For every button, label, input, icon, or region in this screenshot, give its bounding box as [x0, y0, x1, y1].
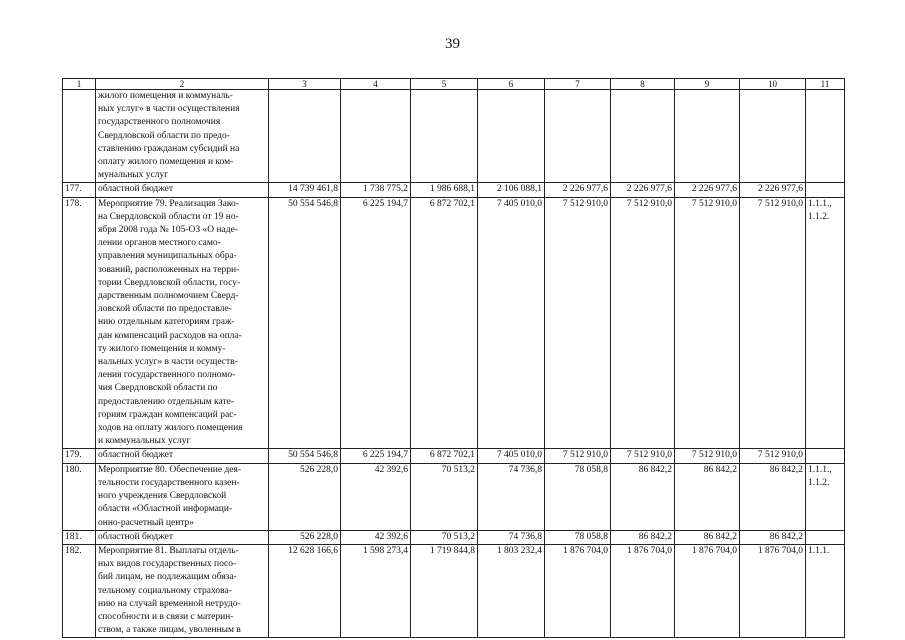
- column-header: 1: [63, 79, 96, 90]
- table-row: [63, 544, 845, 637]
- column-header: 2: [96, 79, 269, 90]
- col8-value: 86 842,2: [611, 530, 675, 544]
- col5-value: 70 513,2: [411, 530, 478, 544]
- col4-value: 6 225 194,7: [341, 449, 411, 463]
- col6-value: 74 736,8: [478, 530, 545, 544]
- col4-value: 1 738 775,2: [341, 183, 411, 197]
- col10-value: 7 512 910,0: [740, 197, 806, 449]
- row-number: 180.: [63, 463, 96, 530]
- col10-value: 7 512 910,0: [740, 449, 806, 463]
- table-row: [63, 530, 845, 544]
- col5-value: 1 719 844,8: [411, 544, 478, 637]
- row-description: жилого помещения и коммуналь- ных услуг» в части осуществления государственного полномочия Свердловской области по предо- ставлению гражданам субсидий на оплату жилого помещения и ком- мунальных услуг: [96, 90, 269, 183]
- col9-value: 86 842,2: [675, 530, 740, 544]
- col8-value: 7 512 910,0: [611, 449, 675, 463]
- col9-value: [675, 90, 740, 183]
- table-row: [63, 183, 845, 197]
- col6-value: 1 803 232,4: [478, 544, 545, 637]
- col9-value: 86 842,2: [675, 463, 740, 530]
- column-header: 6: [478, 79, 545, 90]
- col3-value: [269, 90, 341, 183]
- row-description: Мероприятие 79. Реализация Зако- на Свердловской области от 19 но- ября 2008 года № 105-ОЗ «О наде- лении органов местного само- управления муниципальных обра- зований, расположенных на терри- тории Свердловской области, госу- дарственным полномочием Сверд- ловской области по предоставле- нию отдельным категориям граж- дан компенсаций расходов на опла- ту жилого помещения и комму- нальных услуг» в части осуществ- ления государственного полномо- чия Свердловской области по предоставлению отдельным кате- гориям граждан компенсаций рас- ходов на оплату жилого помещения и коммунальных услуг: [96, 197, 269, 449]
- col9-value: 2 226 977,6: [675, 183, 740, 197]
- col6-value: 7 405 010,0: [478, 197, 545, 449]
- col7-value: 2 226 977,6: [545, 183, 611, 197]
- row-description: областной бюджет: [96, 449, 269, 463]
- column-header: 5: [411, 79, 478, 90]
- col8-value: [611, 90, 675, 183]
- col5-value: 1 986 688,1: [411, 183, 478, 197]
- table-row: [63, 197, 845, 449]
- row-reference: 1.1.1., 1.1.2.: [806, 463, 845, 530]
- col5-value: 70 513,2: [411, 463, 478, 530]
- column-header: 9: [675, 79, 740, 90]
- column-header: 8: [611, 79, 675, 90]
- table-header-row: [63, 79, 845, 90]
- col4-value: 1 598 273,4: [341, 544, 411, 637]
- col7-value: 78 058,8: [545, 530, 611, 544]
- col9-value: 7 512 910,0: [675, 449, 740, 463]
- col10-value: 86 842,2: [740, 530, 806, 544]
- row-reference: [806, 530, 845, 544]
- column-header: 10: [740, 79, 806, 90]
- row-description: областной бюджет: [96, 183, 269, 197]
- col3-value: 50 554 546,8: [269, 197, 341, 449]
- page-number: 39: [445, 36, 460, 52]
- col6-value: 7 405 010,0: [478, 449, 545, 463]
- row-number: 179.: [63, 449, 96, 463]
- row-description: областной бюджет: [96, 530, 269, 544]
- col9-value: 1 876 704,0: [675, 544, 740, 637]
- col7-value: 7 512 910,0: [545, 197, 611, 449]
- row-reference: [806, 90, 845, 183]
- col4-value: 42 392,6: [341, 463, 411, 530]
- col8-value: 86 842,2: [611, 463, 675, 530]
- col6-value: 74 736,8: [478, 463, 545, 530]
- col3-value: 50 554 546,8: [269, 449, 341, 463]
- row-description: Мероприятие 81. Выплаты отдель- ных видов государственных посо- бий лицам, не подлежащим обяза- тельному социальному страхова- нию на случай временной нетрудо- способности и в связи с материн- ством, а также лицам, уволенным в: [96, 544, 269, 637]
- col10-value: [740, 90, 806, 183]
- column-header: 3: [269, 79, 341, 90]
- col8-value: 1 876 704,0: [611, 544, 675, 637]
- row-number: 181.: [63, 530, 96, 544]
- col5-value: 6 872 702,1: [411, 449, 478, 463]
- col10-value: 1 876 704,0: [740, 544, 806, 637]
- col10-value: 2 226 977,6: [740, 183, 806, 197]
- col7-value: 78 058,8: [545, 463, 611, 530]
- row-number: 177.: [63, 183, 96, 197]
- col4-value: 42 392,6: [341, 530, 411, 544]
- col3-value: 526 228,0: [269, 463, 341, 530]
- col8-value: 2 226 977,6: [611, 183, 675, 197]
- col5-value: [411, 90, 478, 183]
- table-row: [63, 90, 845, 183]
- column-header: 7: [545, 79, 611, 90]
- row-reference: [806, 449, 845, 463]
- col7-value: [545, 90, 611, 183]
- table-row: [63, 463, 845, 530]
- row-reference: [806, 183, 845, 197]
- row-reference: 1.1.1., 1.1.2.: [806, 197, 845, 449]
- row-number: [63, 90, 96, 183]
- row-reference: 1.1.1.: [806, 544, 845, 637]
- table-row: [63, 449, 845, 463]
- col5-value: 6 872 702,1: [411, 197, 478, 449]
- col8-value: 7 512 910,0: [611, 197, 675, 449]
- col4-value: [341, 90, 411, 183]
- row-number: 178.: [63, 197, 96, 449]
- col9-value: 7 512 910,0: [675, 197, 740, 449]
- col7-value: 1 876 704,0: [545, 544, 611, 637]
- col4-value: 6 225 194,7: [341, 197, 411, 449]
- col3-value: 14 739 461,8: [269, 183, 341, 197]
- col6-value: 2 106 088,1: [478, 183, 545, 197]
- col3-value: 526 228,0: [269, 530, 341, 544]
- col6-value: [478, 90, 545, 183]
- col7-value: 7 512 910,0: [545, 449, 611, 463]
- col10-value: 86 842,2: [740, 463, 806, 530]
- table-body: [63, 79, 845, 638]
- col3-value: 12 628 166,6: [269, 544, 341, 637]
- column-header: 4: [341, 79, 411, 90]
- column-header: 11: [806, 79, 845, 90]
- row-description: Мероприятие 80. Обеспечение дея- тельности государственного казен- ного учреждения Свердловской области «Областной информаци- онно-расчетный центр»: [96, 463, 269, 530]
- budget-table: [62, 78, 845, 638]
- row-number: 182.: [63, 544, 96, 637]
